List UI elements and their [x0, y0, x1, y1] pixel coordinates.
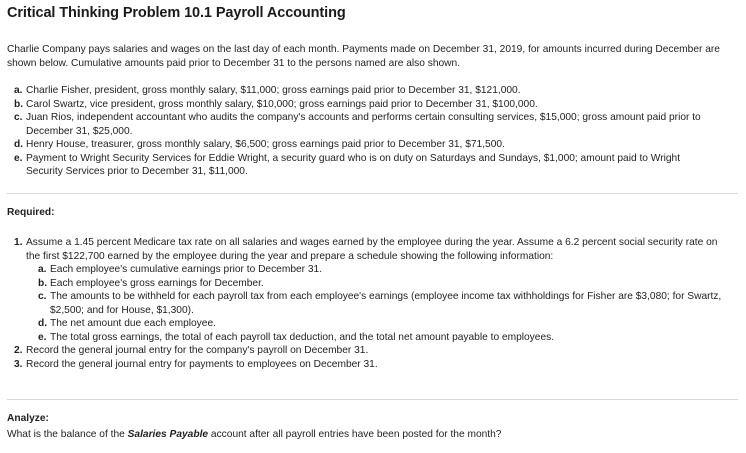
subitem-text: Each employee's gross earnings for December. [50, 277, 264, 289]
fact-text: Payment to Wright Security Services for Eddie Wright, a security guard who is on duty on Saturdays and Sundays, $1,000; amount paid to Wright Security Services prior to December 31, $11,000. [26, 152, 681, 177]
fact-item [14, 84, 714, 98]
analyze-question [7, 428, 727, 442]
fact-marker: e. [14, 152, 23, 164]
fact-marker: b. [14, 98, 24, 110]
required-item [14, 236, 724, 344]
section-divider [7, 399, 738, 400]
analyze-question-after: account after all payroll entries have been posted for the month? [210, 429, 502, 440]
required-subitem [38, 263, 724, 277]
analyze-heading: Analyze: [7, 413, 49, 424]
subitem-text: The amounts to be withheld for each payroll tax from each employee's earnings (employee income tax withholdings for Fisher are $3,080; for Swartz, $2,500; and for House, $1,300). [50, 291, 722, 316]
fact-marker: c. [14, 112, 23, 123]
fact-item [14, 111, 714, 138]
fact-marker: d. [14, 139, 24, 150]
fact-text: Juan Rios, independent accountant who audits the company's accounts and performs certain consulting services, $15,000; gross amount paid prior to December 31, $25,000. [26, 112, 701, 137]
analyze-question-before: What is the balance of the [7, 429, 125, 440]
subitem-text: The total gross earnings, the total of each payroll tax deduction, and the total net amount payable to employees. [50, 331, 555, 343]
required-subitem [38, 317, 724, 331]
required-item [14, 344, 724, 358]
section-divider [7, 193, 738, 194]
fact-text: Carol Swartz, vice president, gross monthly salary, $10,000; gross earnings paid prior to December 31, $100,000. [26, 98, 538, 110]
analyze-account-name: Salaries Payable [127, 429, 209, 440]
fact-text: Charlie Fisher, president, gross monthly salary, $11,000; gross earnings paid prior to December 31, $121,000. [26, 85, 521, 96]
required-text: Record the general journal entry for payments to employees on December 31. [26, 358, 378, 370]
required-subitem [38, 277, 724, 291]
required-list [14, 236, 724, 371]
required-item [14, 358, 724, 372]
fact-item [14, 138, 714, 152]
required-text: Record the general journal entry for the company's payroll on December 31. [26, 345, 369, 356]
required-subitem [38, 290, 724, 317]
facts-list [14, 84, 714, 179]
problem-title: Critical Thinking Problem 10.1 Payroll Accounting [7, 5, 346, 21]
fact-text: Henry House, treasurer, gross monthly salary, $6,500; gross earnings paid prior to December 31, $71,500. [26, 139, 505, 150]
subitem-marker: e. [38, 331, 47, 343]
subitem-marker: a. [38, 264, 47, 275]
fact-item [14, 152, 714, 179]
subitem-text: Each employee's cumulative earnings prior to December 31. [50, 264, 323, 275]
required-sublist [26, 263, 724, 344]
required-text: Assume a 1.45 percent Medicare tax rate on all salaries and wages earned by the employee during the year. Assume a 6.2 percent social security rate on the first $122,700 earned by the employee during the year and prepare a schedule showing the following information: [26, 237, 718, 262]
required-marker: 1. [14, 237, 23, 248]
fact-item [14, 98, 714, 112]
required-subitem [38, 331, 724, 345]
required-marker: 2. [14, 345, 23, 356]
subitem-marker: d. [38, 318, 48, 329]
required-marker: 3. [14, 358, 23, 370]
problem-intro: Charlie Company pays salaries and wages on the last day of each month. Payments made on December 31, 2019, for amounts incurred during December are shown below. Cumulative amounts paid prior to December 31 to the persons named are also shown. [7, 44, 720, 69]
required-heading: Required: [7, 207, 55, 218]
fact-marker: a. [14, 85, 23, 96]
subitem-marker: c. [38, 291, 47, 302]
subitem-text: The net amount due each employee. [50, 318, 216, 329]
subitem-marker: b. [38, 277, 48, 289]
